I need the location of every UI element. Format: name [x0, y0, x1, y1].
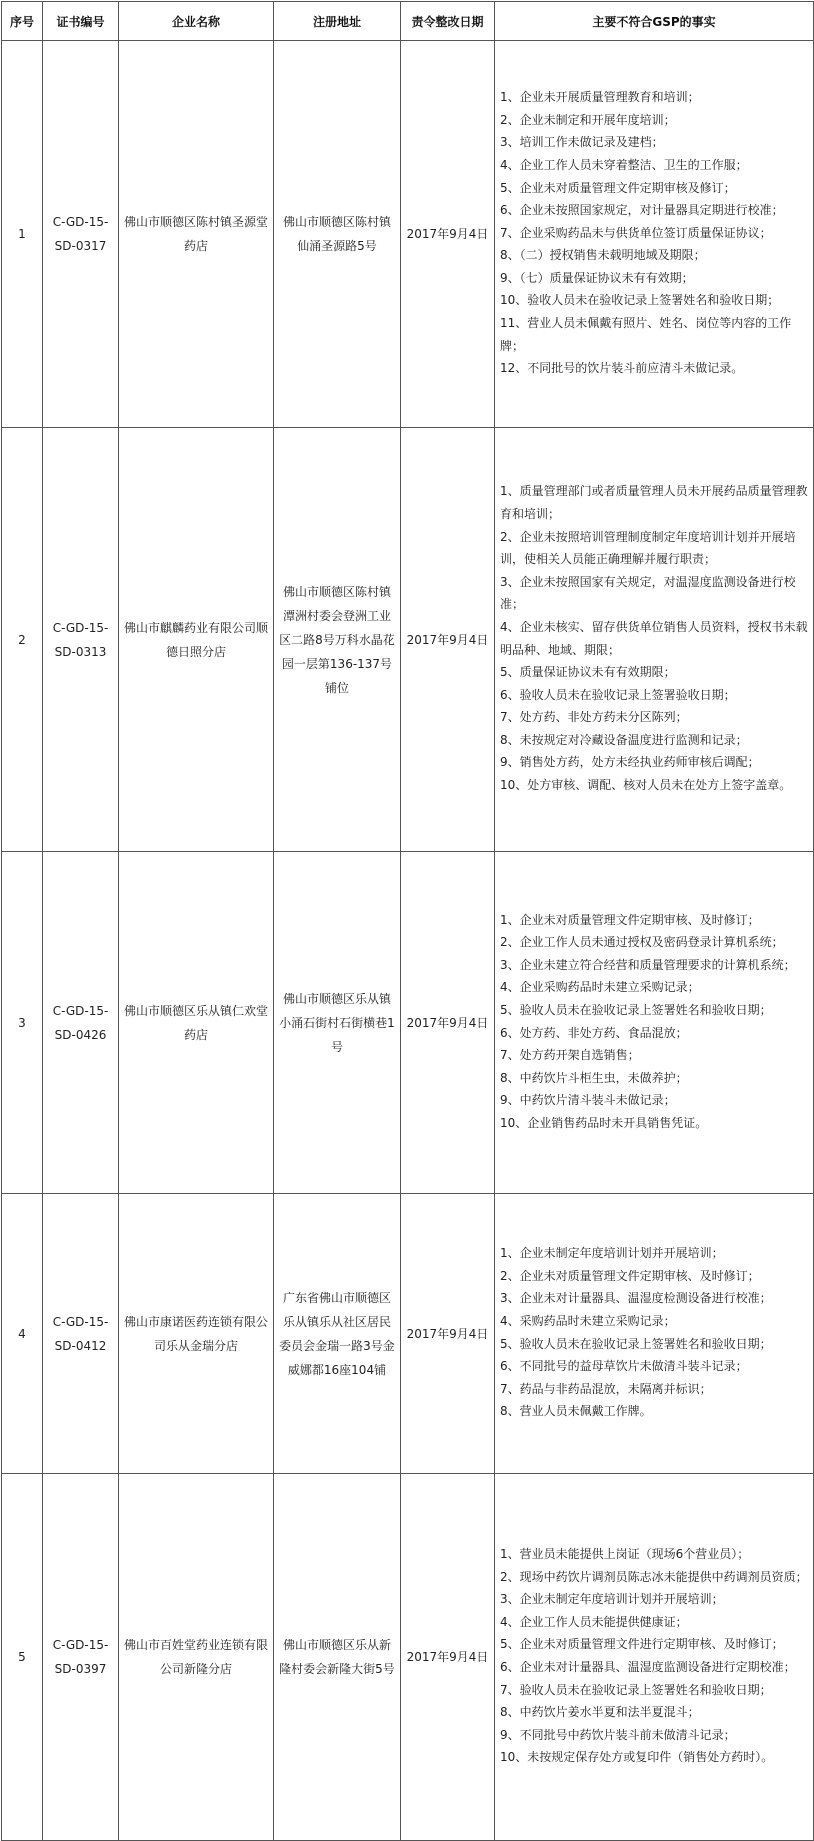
page [0, 1, 814, 1830]
certificate-number: C-GD-15-SD-0313 [43, 428, 119, 852]
fact-item: 8、营业人员未佩戴工作牌。 [500, 1404, 652, 1419]
company-name: 佛山市顺德区乐从镇仁欢堂药店 [119, 852, 274, 1194]
fact-item: 4、企业工作人员未穿着整洁、卫生的工作服； [500, 157, 748, 172]
fact-item: 7、企业采购药品未与供货单位签订质量保证协议； [500, 225, 772, 240]
company-name: 佛山市百姓堂药业连锁有限公司新隆分店 [119, 1474, 274, 1841]
fact-item: 4、企业采购药品时未建立采购记录； [500, 980, 700, 995]
fact-item: 3、培训工作未做记录及建档； [500, 135, 664, 150]
header-facts: 主要不符合GSP的事实 [495, 2, 814, 41]
fact-item: 2、企业未按照培训管理制度制定年度培训计划并开展培训，使相关人员能正确理解并履行职责； [500, 529, 796, 567]
header-row [2, 2, 814, 41]
rectification-date: 2017年9月4日 [401, 41, 495, 428]
fact-item: 3、企业未按照国家有关规定，对温湿度监测设备进行校准； [500, 574, 796, 612]
fact-item: 7、处方药、非处方药未分区陈列； [500, 710, 688, 725]
fact-item: 4、采购药品时未建立采购记录； [500, 1313, 676, 1328]
fact-item: 5、验收人员未在验收记录上签署姓名和验收日期； [500, 1002, 772, 1017]
certificate-number: C-GD-15-SD-0397 [43, 1474, 119, 1841]
registered-address: 佛山市顺德区乐从新隆村委会新隆大街5号 [274, 1474, 401, 1841]
violation-facts [495, 1194, 814, 1474]
fact-item: 6、验收人员未在验收记录上签署验收日期； [500, 687, 736, 702]
fact-item: 2、现场中药饮片调剂员陈志冰未能提供中药调剂员资质； [500, 1569, 808, 1584]
certificate-number: C-GD-15-SD-0426 [43, 852, 119, 1194]
violation-facts [495, 428, 814, 852]
fact-item: 1、企业未开展质量管理教育和培训； [500, 90, 700, 105]
fact-item: 9、销售处方药，处方未经执业药师审核后调配； [500, 755, 760, 770]
fact-item: 6、处方药、非处方药、食品混放； [500, 1025, 688, 1040]
fact-item: 8、中药饮片姜水半夏和法半夏混斗； [500, 1705, 700, 1720]
fact-item: 8、未按规定对冷藏设备温度进行监测和记录； [500, 732, 748, 747]
table-body [2, 41, 814, 1841]
row-number: 5 [2, 1474, 43, 1841]
fact-item: 5、验收人员未在验收记录上签署姓名和验收日期； [500, 1336, 772, 1351]
certificate-number: C-GD-15-SD-0317 [43, 41, 119, 428]
header-date: 责令整改日期 [401, 2, 495, 41]
registered-address: 佛山市顺德区陈村镇仙涌圣源路5号 [274, 41, 401, 428]
row-number: 1 [2, 41, 43, 428]
rectification-date: 2017年9月4日 [401, 428, 495, 852]
fact-item: 11、营业人员未佩戴有照片、姓名、岗位等内容的工作牌； [500, 316, 792, 353]
fact-item: 2、企业未制定和开展年度培训； [500, 112, 676, 127]
registered-address: 广东省佛山市顺德区乐从镇乐从社区居民委员会金瑞一路3号金威娜都16座104铺 [274, 1194, 401, 1474]
table-row [2, 852, 814, 1194]
fact-item: 6、企业未对计量器具、温湿度监测设备进行定期校准； [500, 1660, 796, 1674]
fact-item: 1、企业未对质量管理文件定期审核、及时修订； [500, 912, 760, 927]
fact-item: 5、企业未对质量管理文件定期审核及修订； [500, 180, 736, 195]
fact-item: 9、中药饮片清斗装斗未做记录； [500, 1093, 676, 1108]
fact-item: 5、质量保证协议未有有效期限； [500, 665, 676, 680]
fact-item: 4、企业工作人员未能提供健康证； [500, 1614, 688, 1629]
table-row [2, 41, 814, 428]
fact-item: 10、处方审核、调配、核对人员未在处方上签字盖章。 [500, 778, 792, 793]
row-number: 2 [2, 428, 43, 852]
violation-facts [495, 1474, 814, 1841]
fact-item: 7、药品与非药品混放，未隔离并标识； [500, 1381, 712, 1396]
fact-item: 3、企业未对计量器具、温湿度检测设备进行校准； [500, 1291, 772, 1306]
table-row [2, 428, 814, 852]
fact-item: 6、企业未按照国家规定，对计量器具定期进行校准； [500, 203, 784, 218]
fact-item: 4、企业未核实、留存供货单位销售人员资料，授权书未载明品种、地域、期限； [500, 619, 808, 657]
fact-item: 3、企业未建立符合经营和质量管理要求的计算机系统； [500, 957, 796, 972]
fact-item: 3、企业未制定年度培训计划并开展培训； [500, 1592, 724, 1607]
fact-item: 8、（二）授权销售未载明地域及期限； [500, 248, 706, 263]
header-no: 序号 [2, 2, 43, 41]
fact-item: 1、营业员未能提供上岗证（现场6个营业员）； [500, 1547, 750, 1562]
fact-item: 9、（七）质量保证协议未有有效期； [500, 270, 694, 285]
company-name: 佛山市麒麟药业有限公司顺德日照分店 [119, 428, 274, 852]
gsp-violations-table [1, 1, 814, 1841]
registered-address: 佛山市顺德区乐从镇小涌石街村石街横巷1号 [274, 852, 401, 1194]
header-address: 注册地址 [274, 2, 401, 41]
certificate-number: C-GD-15-SD-0412 [43, 1194, 119, 1474]
table-row [2, 1194, 814, 1474]
fact-item: 9、不同批号中药饮片装斗前未做清斗记录； [500, 1727, 736, 1742]
fact-item: 1、企业未制定年度培训计划并开展培训； [500, 1246, 724, 1261]
fact-item: 7、验收人员未在验收记录上签署姓名和验收日期； [500, 1682, 772, 1697]
fact-item: 10、验收人员未在验收记录上签署姓名和验收日期； [500, 293, 780, 308]
violation-facts [495, 41, 814, 428]
fact-item: 5、企业未对质量管理文件进行定期审核、及时修订； [500, 1637, 784, 1652]
row-number: 4 [2, 1194, 43, 1474]
fact-item: 7、处方药开架自选销售； [500, 1048, 640, 1063]
fact-item: 2、企业工作人员未通过授权及密码登录计算机系统； [500, 935, 784, 950]
registered-address: 佛山市顺德区陈村镇潭洲村委会登洲工业区二路8号万科水晶花园一层第136-137号铺位 [274, 428, 401, 852]
company-name: 佛山市顺德区陈村镇圣源堂药店 [119, 41, 274, 428]
violation-facts [495, 852, 814, 1194]
fact-item: 10、未按规定保存处方或复印件（销售处方药时）。 [500, 1750, 774, 1765]
rectification-date: 2017年9月4日 [401, 852, 495, 1194]
fact-item: 12、不同批号的饮片装斗前应清斗未做记录。 [500, 361, 744, 376]
rectification-date: 2017年9月4日 [401, 1474, 495, 1841]
company-name: 佛山市康诺医药连锁有限公司乐从金瑞分店 [119, 1194, 274, 1474]
header-name: 企业名称 [119, 2, 274, 41]
table-row [2, 1474, 814, 1841]
rectification-date: 2017年9月4日 [401, 1194, 495, 1474]
fact-item: 2、企业未对质量管理文件定期审核、及时修订； [500, 1268, 760, 1283]
fact-item: 1、质量管理部门或者质量管理人员未开展药品质量管理教育和培训； [500, 484, 808, 521]
fact-item: 6、不同批号的益母草饮片未做清斗装斗记录； [500, 1359, 748, 1374]
header-cert: 证书编号 [43, 2, 119, 41]
row-number: 3 [2, 852, 43, 1194]
fact-item: 8、中药饮片斗柜生虫，未做养护； [500, 1070, 688, 1085]
fact-item: 10、企业销售药品时未开具销售凭证。 [500, 1115, 708, 1130]
